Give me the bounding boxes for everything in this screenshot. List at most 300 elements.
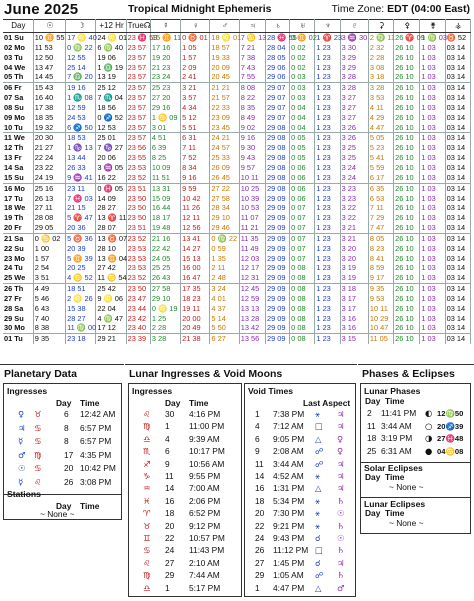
position-cell: 26 10	[394, 63, 420, 73]
void-day: 18	[255, 495, 265, 506]
position-cell: 29 08	[265, 123, 289, 133]
position-cell: 7 ♏ 04	[96, 93, 126, 103]
position-cell: 16 00	[181, 263, 210, 273]
sign-glyph: ♋	[143, 545, 151, 556]
position-cell: 23 52	[126, 233, 150, 243]
ephemeris-row	[3, 33, 471, 43]
phase-day: 25	[367, 445, 377, 456]
position-cell: 03 14	[445, 194, 470, 204]
position-cell: 23 50	[126, 194, 150, 204]
lunar-ingress-row	[129, 471, 241, 482]
sign-glyph: ♏	[143, 446, 151, 457]
position-cell: 29 09	[265, 323, 289, 333]
day-cell: 12 Th	[3, 143, 33, 153]
position-cell: 19 32	[33, 123, 65, 133]
void-time: 1:31 PM	[273, 483, 305, 494]
position-cell: 03 14	[445, 183, 470, 193]
ingress-day: 29	[165, 570, 175, 581]
position-cell: 1 23	[315, 143, 340, 153]
lunar-ingress-row	[129, 508, 241, 519]
ingress-day: 30	[165, 409, 175, 419]
position-cell: 26 10	[394, 223, 420, 233]
aspect-glyph: □	[315, 421, 323, 432]
position-cell: 20 45	[210, 72, 239, 82]
ingress-time: 4:16 PM	[189, 409, 221, 419]
position-cell: 26 10	[394, 233, 420, 243]
ephemeris-row	[3, 173, 471, 183]
lunar-ingress-row	[129, 421, 241, 432]
position-cell: 3 22	[340, 203, 368, 213]
ingress-time: 9:55 PM	[189, 471, 221, 481]
position-cell: 12 55	[66, 53, 96, 63]
ingress-time: 7:00 AM	[189, 483, 220, 494]
void-day: 1	[255, 409, 260, 419]
moon-phase-icon: ○	[425, 420, 433, 431]
position-cell: 1 03	[420, 334, 445, 344]
ingress-day: 8	[64, 422, 69, 433]
position-cell: 27 58	[210, 194, 239, 204]
column-header: ☿	[150, 20, 180, 33]
position-cell: 1 23	[315, 133, 340, 143]
planetary-ingress-row	[4, 436, 121, 447]
day-cell: 20 Fr	[3, 223, 33, 233]
position-cell: 29 07	[265, 83, 289, 93]
position-cell: 1 03	[420, 53, 445, 63]
position-cell: 1 23	[315, 304, 340, 314]
position-cell: 7 52	[181, 153, 210, 163]
col-day: Day	[56, 398, 72, 408]
position-cell: 03 14	[445, 304, 470, 314]
position-cell: 9 43	[239, 153, 265, 163]
position-cell: 11 35	[239, 233, 265, 243]
ephemeris-row	[3, 163, 471, 173]
position-cell: 1 23	[315, 284, 340, 294]
position-cell: 1 03	[420, 223, 445, 233]
position-cell: 03 14	[445, 294, 470, 304]
position-cell: 9 57	[239, 163, 265, 173]
position-cell: 3 27	[340, 103, 368, 113]
position-cell: 03 14	[445, 314, 470, 324]
aspect-planet-glyph: ♀	[337, 446, 344, 457]
position-cell: 1 03	[420, 273, 445, 283]
position-cell: 1 03	[420, 194, 445, 204]
month-title: June 2025	[4, 1, 79, 18]
position-cell: 21 57	[210, 93, 239, 103]
position-cell: 18 57	[210, 43, 239, 53]
position-cell: 6 43	[33, 304, 65, 314]
position-cell: 26 10	[394, 53, 420, 63]
aspect-glyph: ☍	[315, 458, 324, 469]
position-cell: 24 21	[210, 133, 239, 143]
lunar-ingresses-header	[129, 398, 241, 409]
lunar-ingress-row	[129, 545, 241, 556]
position-cell: 3 53	[368, 93, 393, 103]
position-cell: 3 29	[340, 53, 368, 63]
sign-glyph: ♒	[143, 483, 151, 494]
aspect-planet-glyph: ♃	[337, 409, 345, 419]
position-cell: 1 03	[420, 244, 445, 254]
position-cell: 12 50	[33, 53, 65, 63]
position-cell: 1 25	[150, 314, 180, 324]
position-cell: 28 05	[265, 53, 289, 63]
position-cell: 1 03	[420, 284, 445, 294]
position-cell: 19 11	[181, 304, 210, 314]
position-cell: 1 03	[420, 143, 445, 153]
ingress-day: 14	[165, 483, 175, 494]
position-cell: 03 14	[445, 63, 470, 73]
position-cell: 26 10	[394, 163, 420, 173]
position-cell: 1 23	[315, 53, 340, 63]
position-cell: 14 45	[33, 72, 65, 82]
position-cell: 18 56	[96, 103, 126, 113]
column-header: ♃	[239, 20, 265, 33]
position-cell: 25 14	[66, 63, 96, 73]
void-row	[245, 483, 355, 494]
ingress-day: 26	[64, 476, 74, 487]
position-cell: 1 23	[315, 83, 340, 93]
position-cell: 26 10	[394, 203, 420, 213]
position-cell: 3 19	[340, 263, 368, 273]
sign-glyph: ♋	[34, 436, 42, 446]
position-cell: 2 ♌ 26	[66, 294, 96, 304]
ephemeris-title: Tropical Midnight Ephemeris	[128, 3, 272, 15]
position-cell: 7 29	[368, 213, 393, 223]
phase-position: 04♋08	[437, 446, 464, 456]
void-time: 11:12 PM	[273, 545, 309, 556]
position-cell: 8 34	[181, 163, 210, 173]
ingress-time: 10:17 PM	[189, 446, 225, 457]
day-cell: 30 Mo	[3, 323, 33, 333]
position-cell: 23 47	[126, 294, 150, 304]
position-cell: 26 10	[394, 183, 420, 193]
position-cell: 26 ♈ 09	[395, 33, 425, 42]
aspect-glyph: ⚹	[315, 495, 321, 506]
position-cell: 23 24	[150, 72, 180, 82]
position-cell: 23 22	[33, 163, 65, 173]
lunar-ingress-row	[129, 583, 241, 594]
void-row	[245, 471, 355, 482]
position-cell: 24 57	[210, 143, 239, 153]
aspect-glyph: □	[315, 545, 323, 556]
position-cell: 17 16	[150, 43, 180, 53]
position-cell: 4 ♋ 52	[66, 273, 96, 283]
void-time: 1:45 PM	[273, 557, 305, 568]
col-time: Time	[385, 508, 405, 518]
position-cell: 0 08	[290, 284, 315, 294]
position-cell: 5 50	[210, 323, 239, 333]
position-cell: 11 07	[239, 213, 265, 223]
void-day: 22	[255, 520, 265, 531]
position-cell: 3 08	[368, 63, 393, 73]
position-cell: 13 13	[239, 304, 265, 314]
position-cell: 0 02	[290, 63, 315, 73]
position-cell: 2 09	[181, 63, 210, 73]
void-row	[245, 446, 355, 457]
position-cell: 03 14	[445, 254, 470, 264]
col-day: Day	[165, 398, 181, 408]
position-cell: 0 ♋ 02	[33, 233, 65, 243]
position-cell: 29 08	[265, 163, 289, 173]
position-cell: 0 07	[290, 213, 315, 223]
position-cell: 20 00	[181, 314, 210, 324]
position-cell: 1 03	[420, 83, 445, 93]
ingress-time: 3:08 PM	[80, 476, 112, 487]
position-cell: 1 23	[315, 123, 340, 133]
position-cell: 17 38	[33, 103, 65, 113]
aspect-planet-glyph: ♃	[337, 483, 345, 494]
ephemeris-row	[3, 183, 471, 193]
position-cell: 24 19	[33, 173, 65, 183]
position-cell: 3 ♒ 05	[96, 163, 126, 173]
ingress-time: 10:56 AM	[189, 458, 225, 469]
position-cell: 9 16	[181, 173, 210, 183]
position-cell: 15 09	[150, 194, 180, 204]
ephemeris-row	[3, 323, 471, 333]
day-cell: 08 Su	[3, 103, 33, 113]
position-cell: 4 37	[210, 304, 239, 314]
col-time: Time	[385, 472, 405, 482]
planetary-ingresses-title: Ingresses	[7, 386, 48, 396]
position-cell: 1 23	[315, 153, 340, 163]
position-cell: 21 16	[150, 233, 180, 243]
ephemeris-row	[3, 314, 471, 324]
stations-box	[3, 487, 122, 520]
position-cell: 24 05	[150, 254, 180, 264]
void-day: 29	[255, 570, 265, 581]
position-cell: 28 27	[66, 314, 96, 324]
day-cell: 25 We	[3, 273, 33, 283]
position-cell: 13 42	[239, 323, 265, 333]
lunar-ingress-row	[129, 521, 241, 532]
ingress-time: 10:42 PM	[80, 463, 116, 473]
ephemeris-row	[3, 103, 471, 113]
day-cell: 05 Th	[3, 72, 33, 82]
position-cell: 4 51	[150, 133, 180, 143]
position-cell: 13 56	[239, 334, 265, 344]
day-cell: 02 Mo	[3, 43, 33, 53]
position-cell: 12 59	[66, 103, 96, 113]
position-cell: 29 08	[265, 153, 289, 163]
position-cell: 23 44	[126, 304, 150, 314]
column-header: ⚳	[368, 20, 393, 33]
position-cell: 6 35	[368, 183, 393, 193]
void-day: 16	[255, 483, 265, 494]
phase-day: 2	[367, 408, 372, 418]
position-cell: 29 08	[265, 143, 289, 153]
position-cell: 1 23	[315, 203, 340, 213]
position-cell: 23 51	[126, 223, 150, 233]
void-day: 20	[255, 508, 265, 519]
position-cell: 11 49	[239, 244, 265, 254]
position-cell: 22 42	[150, 244, 180, 254]
position-cell: 16 44	[150, 203, 180, 213]
position-cell: 22 24	[33, 153, 65, 163]
position-cell: 6 17	[368, 173, 393, 183]
position-cell: 6 53	[368, 194, 393, 204]
position-cell: 13 19	[96, 72, 126, 82]
position-cell: 27 11	[33, 203, 65, 213]
planet-glyph: ♂	[18, 449, 26, 460]
position-cell: 20 25	[66, 263, 96, 273]
position-cell: 20 09	[210, 63, 239, 73]
ephemeris-row	[3, 203, 471, 213]
ingress-time: 9:39 AM	[189, 433, 220, 444]
position-cell: 18 17	[150, 213, 180, 223]
position-cell: 19 33	[210, 53, 239, 63]
position-cell: 13 ♈ 11	[97, 213, 127, 223]
stations-title: Stations	[7, 489, 41, 499]
position-cell: 10 11	[239, 173, 265, 183]
position-cell: 29 09	[265, 223, 289, 233]
position-cell: 1 23	[315, 213, 340, 223]
planetary-ingress-row	[4, 450, 121, 461]
position-cell: 26 09	[210, 163, 239, 173]
position-cell: 23 57	[126, 43, 150, 53]
position-cell: 7 38	[239, 53, 265, 63]
position-cell: 29 09	[265, 254, 289, 264]
position-cell: 03 14	[445, 83, 470, 93]
position-cell: 1 ♈ 23	[316, 33, 343, 42]
page-header	[0, 0, 474, 20]
position-cell: 12 03	[239, 254, 265, 264]
position-cell: 1 03	[420, 213, 445, 223]
void-time: 1:05 AM	[273, 570, 304, 581]
position-cell: 03 14	[445, 233, 470, 243]
position-cell: 5 ♉ 36	[66, 233, 96, 243]
position-cell: 8 38	[33, 323, 65, 333]
position-cell: 23 18	[66, 334, 96, 344]
position-cell: 12 11	[181, 213, 210, 223]
position-cell: 03 14	[445, 133, 470, 143]
position-cell: 0 08	[290, 273, 315, 283]
position-cell: 20 36	[66, 223, 96, 233]
ephemeris-row	[3, 72, 471, 82]
day-cell: 21 Sa	[3, 233, 33, 243]
column-header: +12 Hr	[96, 20, 126, 33]
col-day: Day	[365, 472, 381, 482]
lunar-eclipses-box	[360, 497, 471, 534]
col-time: Time	[385, 396, 405, 406]
position-cell: 23 39	[126, 334, 150, 344]
position-cell: 9 30	[239, 143, 265, 153]
position-cell: 0 08	[290, 294, 315, 304]
position-cell: 29 10	[210, 213, 239, 223]
position-cell: 1 03	[420, 63, 445, 73]
position-cell: 23 57	[126, 72, 150, 82]
position-cell: 2 28	[368, 53, 393, 63]
position-cell: 16 47	[181, 273, 210, 283]
position-cell: 0 03	[290, 93, 315, 103]
position-cell: 10 11	[368, 304, 393, 314]
aspect-glyph: △	[315, 433, 322, 444]
day-cell: 09 Mo	[3, 113, 33, 123]
position-cell: 3 23	[340, 194, 368, 204]
position-cell: 26 10	[394, 83, 420, 93]
lunar-ecl-none: ~ None ~	[389, 518, 424, 528]
position-cell: 23 57	[126, 53, 150, 63]
lunar-ingresses-title: Ingresses	[132, 386, 173, 396]
position-cell: 23 45	[210, 123, 239, 133]
position-cell: 1 23	[315, 244, 340, 254]
position-cell: 25 25	[150, 263, 180, 273]
position-cell: 1 03	[420, 103, 445, 113]
position-cell: 26 13	[33, 194, 65, 204]
position-cell: 29 09	[265, 294, 289, 304]
position-cell: 3 ♒ 30	[341, 33, 368, 42]
position-cell: 1 57	[181, 53, 210, 63]
position-cell: 26 10	[394, 273, 420, 283]
position-cell: 28 10	[96, 244, 126, 254]
ephemeris-row	[3, 83, 471, 93]
day-cell: 04 We	[3, 63, 33, 73]
position-cell: 7 11	[181, 143, 210, 153]
ingress-day: 8	[64, 436, 69, 446]
position-cell: 0 07	[290, 223, 315, 233]
void-time: 7:38 PM	[273, 409, 305, 419]
void-time: 2:08 AM	[273, 446, 304, 457]
phases-title: Phases & Eclipses	[362, 368, 455, 380]
ingress-time: 6:52 PM	[189, 508, 221, 519]
sign-glyph: ♐	[143, 458, 151, 469]
position-cell: 2 28	[150, 323, 180, 333]
position-cell: 29 09	[265, 284, 289, 294]
position-cell: 20 49	[181, 323, 210, 333]
position-cell: 23 57	[126, 113, 150, 123]
position-cell: 18 ♌ 01	[211, 33, 242, 42]
lunar-ingress-row	[129, 570, 241, 581]
position-cell: 2 ♍ 11	[369, 33, 395, 42]
ephemeris-row	[3, 254, 471, 264]
void-time: 3:44 AM	[273, 458, 304, 469]
ingress-day: 6	[64, 409, 69, 419]
position-cell: 1 ♍ 03	[421, 33, 448, 42]
position-cell: 12 56	[181, 223, 210, 233]
position-cell: 3 17	[340, 304, 368, 314]
position-cell: 03 14	[445, 213, 470, 223]
position-cell: 11 26	[181, 203, 210, 213]
position-cell: 23 ♓ 59	[127, 33, 158, 42]
position-cell: 3 24	[340, 163, 368, 173]
position-cell: 11 05	[368, 334, 393, 344]
ingress-day: 17	[64, 449, 74, 460]
sign-glyph: ♌	[143, 557, 151, 568]
day-cell: 27 Fr	[3, 294, 33, 304]
position-cell: 23 50	[126, 213, 150, 223]
aspect-planet-glyph: ♃	[337, 458, 345, 469]
position-cell: 5 59	[368, 163, 393, 173]
position-cell: 12 31	[239, 273, 265, 283]
day-cell: 23 Mo	[3, 254, 33, 264]
ephemeris-row	[3, 43, 471, 53]
phase-time: 3:44 AM	[381, 420, 412, 431]
position-cell: 3 57	[181, 93, 210, 103]
position-cell: 1 05	[181, 43, 210, 53]
position-cell: 1 03	[420, 173, 445, 183]
position-cell: 1 03	[420, 203, 445, 213]
position-cell: 03 14	[445, 323, 470, 333]
position-cell: 22 33	[210, 103, 239, 113]
phase-row	[361, 433, 470, 444]
position-cell: 24 ♌ 01	[97, 33, 128, 42]
solar-eclipses-title: Solar Eclipses	[364, 463, 423, 473]
position-cell: 7 ♋ 13	[240, 33, 267, 42]
ephemeris-row	[3, 213, 471, 223]
position-cell: 1 23	[315, 323, 340, 333]
position-cell: 15 43	[33, 83, 65, 93]
ingress-day: 1	[165, 421, 170, 432]
position-cell: 0 04	[290, 103, 315, 113]
position-cell: 0 02	[290, 43, 315, 53]
